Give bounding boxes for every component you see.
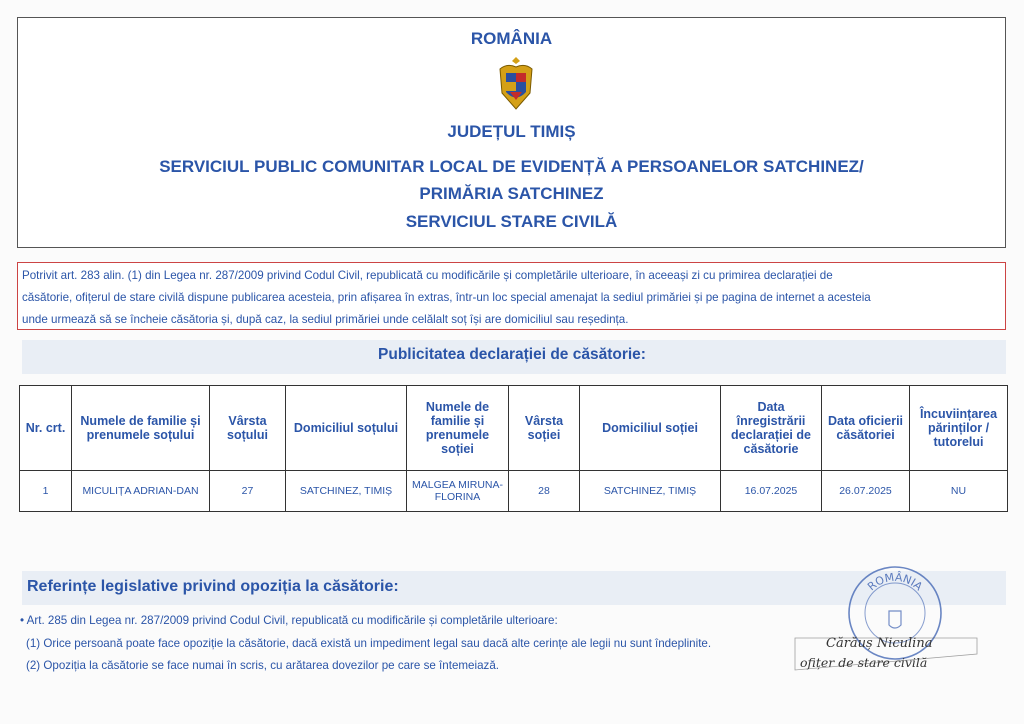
intro-line-3: unde urmează să se încheie căsătoria și, după caz, la sediul primăriei unde celălalt soț își are domiciliul sau reședința. [22, 313, 629, 326]
col-header-wife-name: Numele de familie și prenumele soției [407, 386, 509, 471]
legal-paragraph-2: (2) Opoziția la căsătorie se face numai în scris, cu arătarea dovezilor pe care se întemeiază. [26, 659, 499, 672]
table-row [20, 471, 1008, 512]
service-title-line3: SERVICIUL STARE CIVILĂ [405, 212, 618, 231]
coat-of-arms-icon [497, 55, 535, 112]
cell-husband-age: 27 [210, 471, 286, 512]
cell-ceremony-date: 26.07.2025 [822, 471, 910, 512]
col-header-husband-domicile: Domiciliul soțului [286, 386, 407, 471]
cell-wife-name: MALGEA MIRUNA-FLORINA [407, 471, 509, 512]
cell-wife-age: 28 [509, 471, 580, 512]
signature-role: ofițer de stare civilă [800, 655, 928, 670]
legal-article: • Art. 285 din Legea nr. 287/2009 privind Codul Civil, republicată cu modificările și completările ulterioare: [20, 614, 558, 627]
col-header-consent: Încuviințarea părinților / tutorelui [910, 386, 1008, 471]
cell-registration-date: 16.07.2025 [721, 471, 822, 512]
service-title-line1: SERVICIUL PUBLIC COMUNITAR LOCAL DE EVIDENȚĂ A PERSOANELOR SATCHINEZ/ [159, 157, 864, 176]
service-title-line2: PRIMĂRIA SATCHINEZ [419, 184, 604, 203]
col-header-wife-age: Vârsta soției [509, 386, 580, 471]
cell-husband-domicile: SATCHINEZ, TIMIȘ [286, 471, 407, 512]
legal-title: Referințe legislative privind opoziția la căsătorie: [27, 578, 399, 595]
col-header-husband-name: Numele de familie și prenumele soțului [72, 386, 210, 471]
svg-text:ROMÂNIA: ROMÂNIA [865, 570, 925, 594]
col-header-nr: Nr. crt. [20, 386, 72, 471]
col-header-wife-domicile: Domiciliul soției [580, 386, 721, 471]
cell-nr: 1 [20, 471, 72, 512]
county-title: JUDEȚUL TIMIȘ [447, 122, 576, 141]
intro-line-1: Potrivit art. 283 alin. (1) din Legea nr. 287/2009 privind Codul Civil, republicată cu modificările și completările ulterioare, în aceeași zi cu primirea declarației de [22, 269, 833, 282]
col-header-husband-age: Vârsta soțului [210, 386, 286, 471]
legal-paragraph-1: (1) Orice persoană poate face opoziție la căsătorie, dacă există un impediment legal sau dacă alte cerințe ale legii nu sunt îndeplinite. [26, 637, 712, 650]
signature-name: Cărăuș Niculina [826, 636, 933, 651]
cell-wife-domicile: SATCHINEZ, TIMIȘ [580, 471, 721, 512]
table-header-row [20, 386, 1008, 471]
cell-husband-name: MICULIȚA ADRIAN-DAN [72, 471, 210, 512]
intro-paragraph [17, 262, 1006, 330]
col-header-registration-date: Data înregistrării declarației de căsătorie [721, 386, 822, 471]
header-box [17, 17, 1006, 248]
cell-consent: NU [910, 471, 1008, 512]
publication-table [19, 385, 1008, 512]
intro-line-2: căsătorie, ofițerul de stare civilă dispune publicarea acesteia, prin afișarea în extras, într-un loc special amenajat la sediul primăriei și pe pagina de internet a acesteia [22, 291, 871, 304]
publication-title: Publicitatea declarației de căsătorie: [378, 346, 646, 363]
col-header-ceremony-date: Data oficierii căsătoriei [822, 386, 910, 471]
country-title: ROMÂNIA [470, 29, 553, 48]
